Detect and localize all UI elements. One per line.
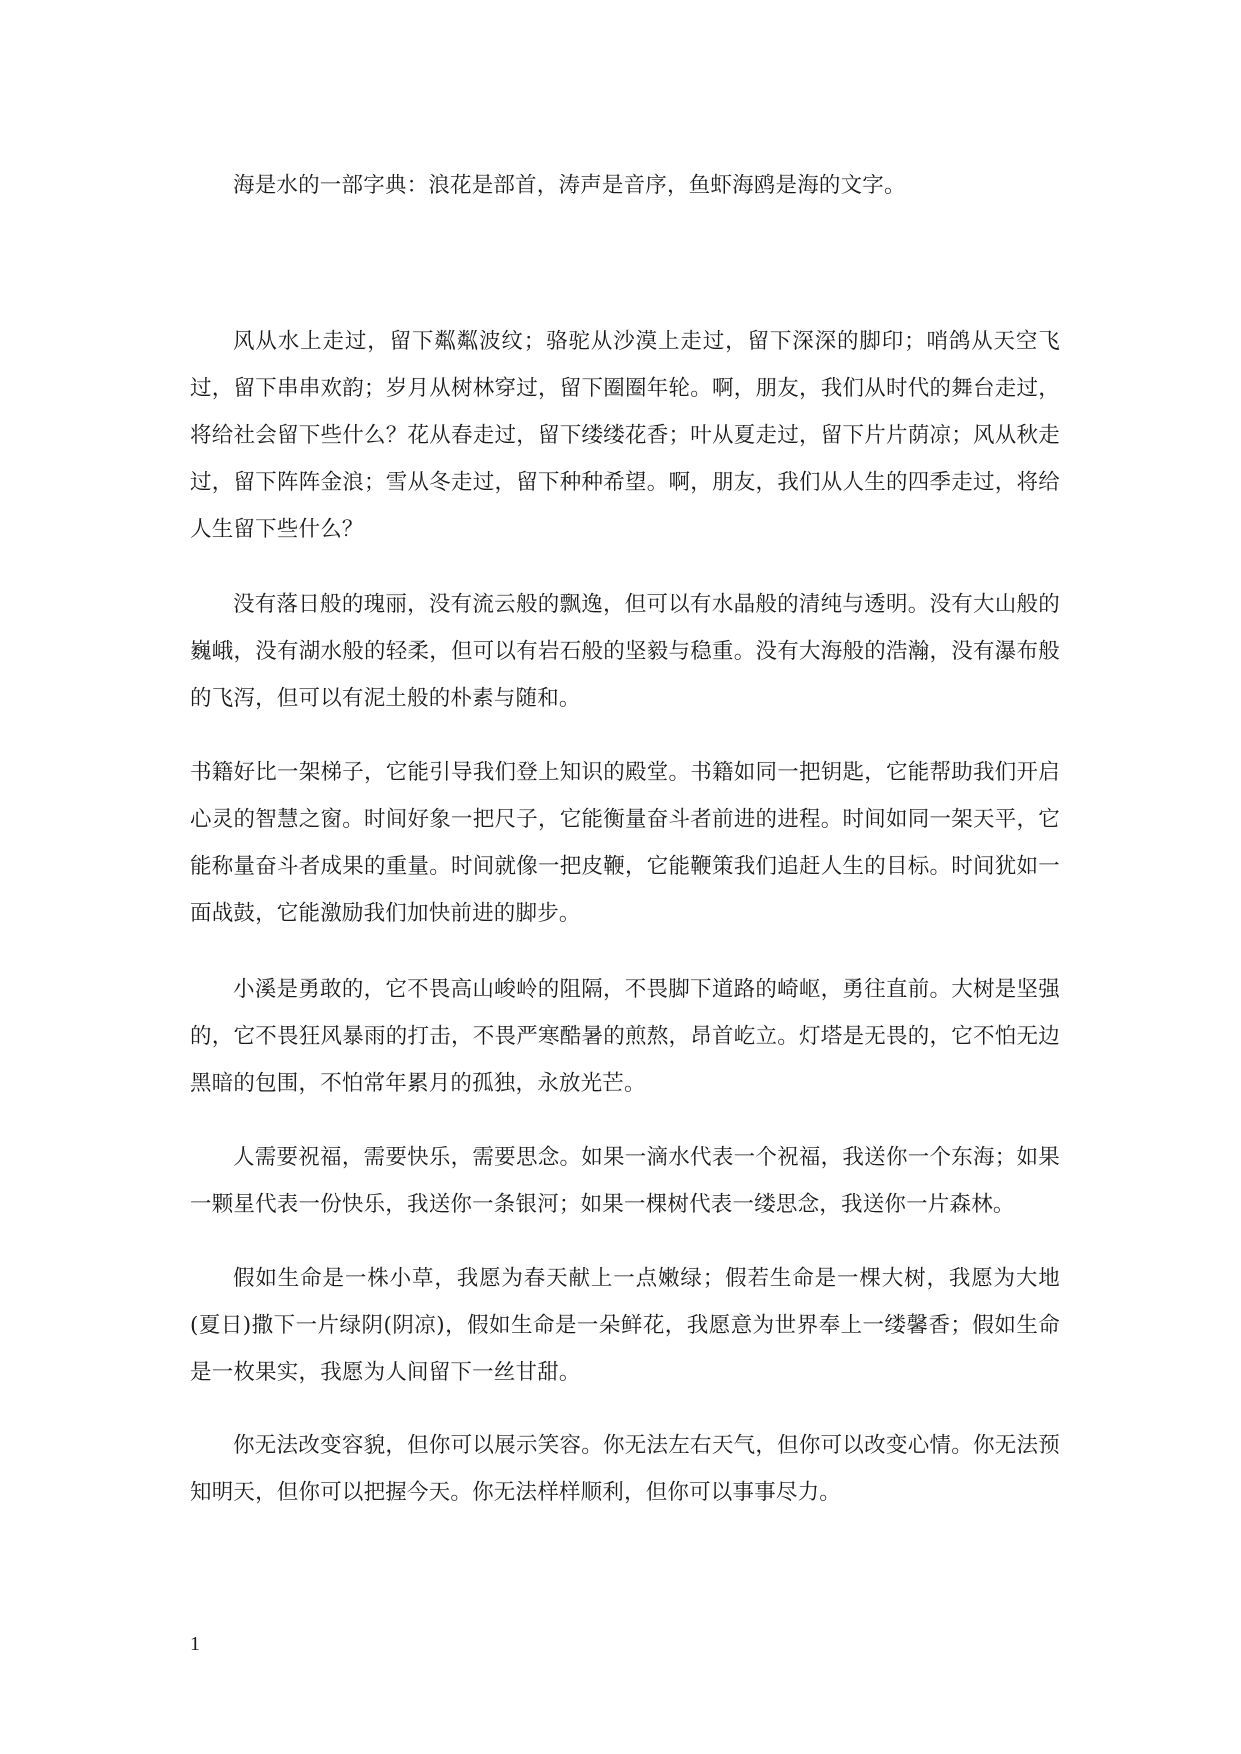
paragraph-what-we-leave: 风从水上走过，留下粼粼波纹；骆驼从沙漠上走过，留下深深的脚印；哨鸽从天空飞过，留下串串欢韵；岁月从树林穿过，留下圈圈年轮。啊，朋友，我们从时代的舞台走过，将给社会留下些什么？花从春走过，留下缕缕花香；叶从夏走过，留下片片荫凉；风从秋走过，留下阵阵金浪；雪从冬走过，留下种种希望。啊，朋友，我们从人生的四季走过，将给人生留下些什么？ <box>190 329 1060 542</box>
paragraph-blessings: 人需要祝福，需要快乐，需要思念。如果一滴水代表一个祝福，我送你一个东海；如果一颗星代表一份快乐，我送你一条银河；如果一棵树代表一缕思念，我送你一片森林。 <box>190 1145 1060 1217</box>
paragraph-you-cannot-but-can: 你无法改变容貌，但你可以展示笑容。你无法左右天气，但你可以改变心情。你无法预知明天，但你可以把握今天。你无法样样顺利，但你可以事事尽力。 <box>190 1433 1060 1505</box>
paragraph-without-but-can-have: 没有落日般的瑰丽，没有流云般的飘逸，但可以有水晶般的清纯与透明。没有大山般的巍峨，没有湖水般的轻柔，但可以有岩石般的坚毅与稳重。没有大海般的浩瀚，没有瀑布般的飞泻，但可以有泥土般的朴素与随和。 <box>190 592 1060 711</box>
paragraph-sea-dictionary: 海是水的一部字典：浪花是部首，涛声是音序，鱼虾海鸥是海的文字。 <box>233 173 906 198</box>
paragraph-books-and-time: 书籍好比一架梯子，它能引导我们登上知识的殿堂。书籍如同一把钥匙，它能帮助我们开启心灵的智慧之窗。时间好象一把尺子，它能衡量奋斗者前进的进程。时间如同一架天平，它能称量奋斗者成果的重量。时间就像一把皮鞭，它能鞭策我们追赶人生的目标。时间犹如一面战鼓，它能激励我们加快前进的脚步。 <box>190 760 1060 926</box>
paragraph-if-life-is: 假如生命是一株小草，我愿为春天献上一点嫩绿；假若生命是一棵大树，我愿为大地(夏日)撒下一片绿阴(阴凉)，假如生命是一朵鲜花，我愿意为世界奉上一缕馨香；假如生命是一枚果实，我愿为人间留下一丝甘甜。 <box>190 1266 1060 1385</box>
page-number: 1 <box>190 1633 200 1655</box>
paragraph-brave-and-strong: 小溪是勇敢的，它不畏高山峻岭的阻隔，不畏脚下道路的崎岖，勇往直前。大树是坚强的，它不畏狂风暴雨的打击，不畏严寒酷暑的煎熬，昂首屹立。灯塔是无畏的，它不怕无边黑暗的包围，不怕常年累月的孤独，永放光芒。 <box>190 977 1060 1096</box>
